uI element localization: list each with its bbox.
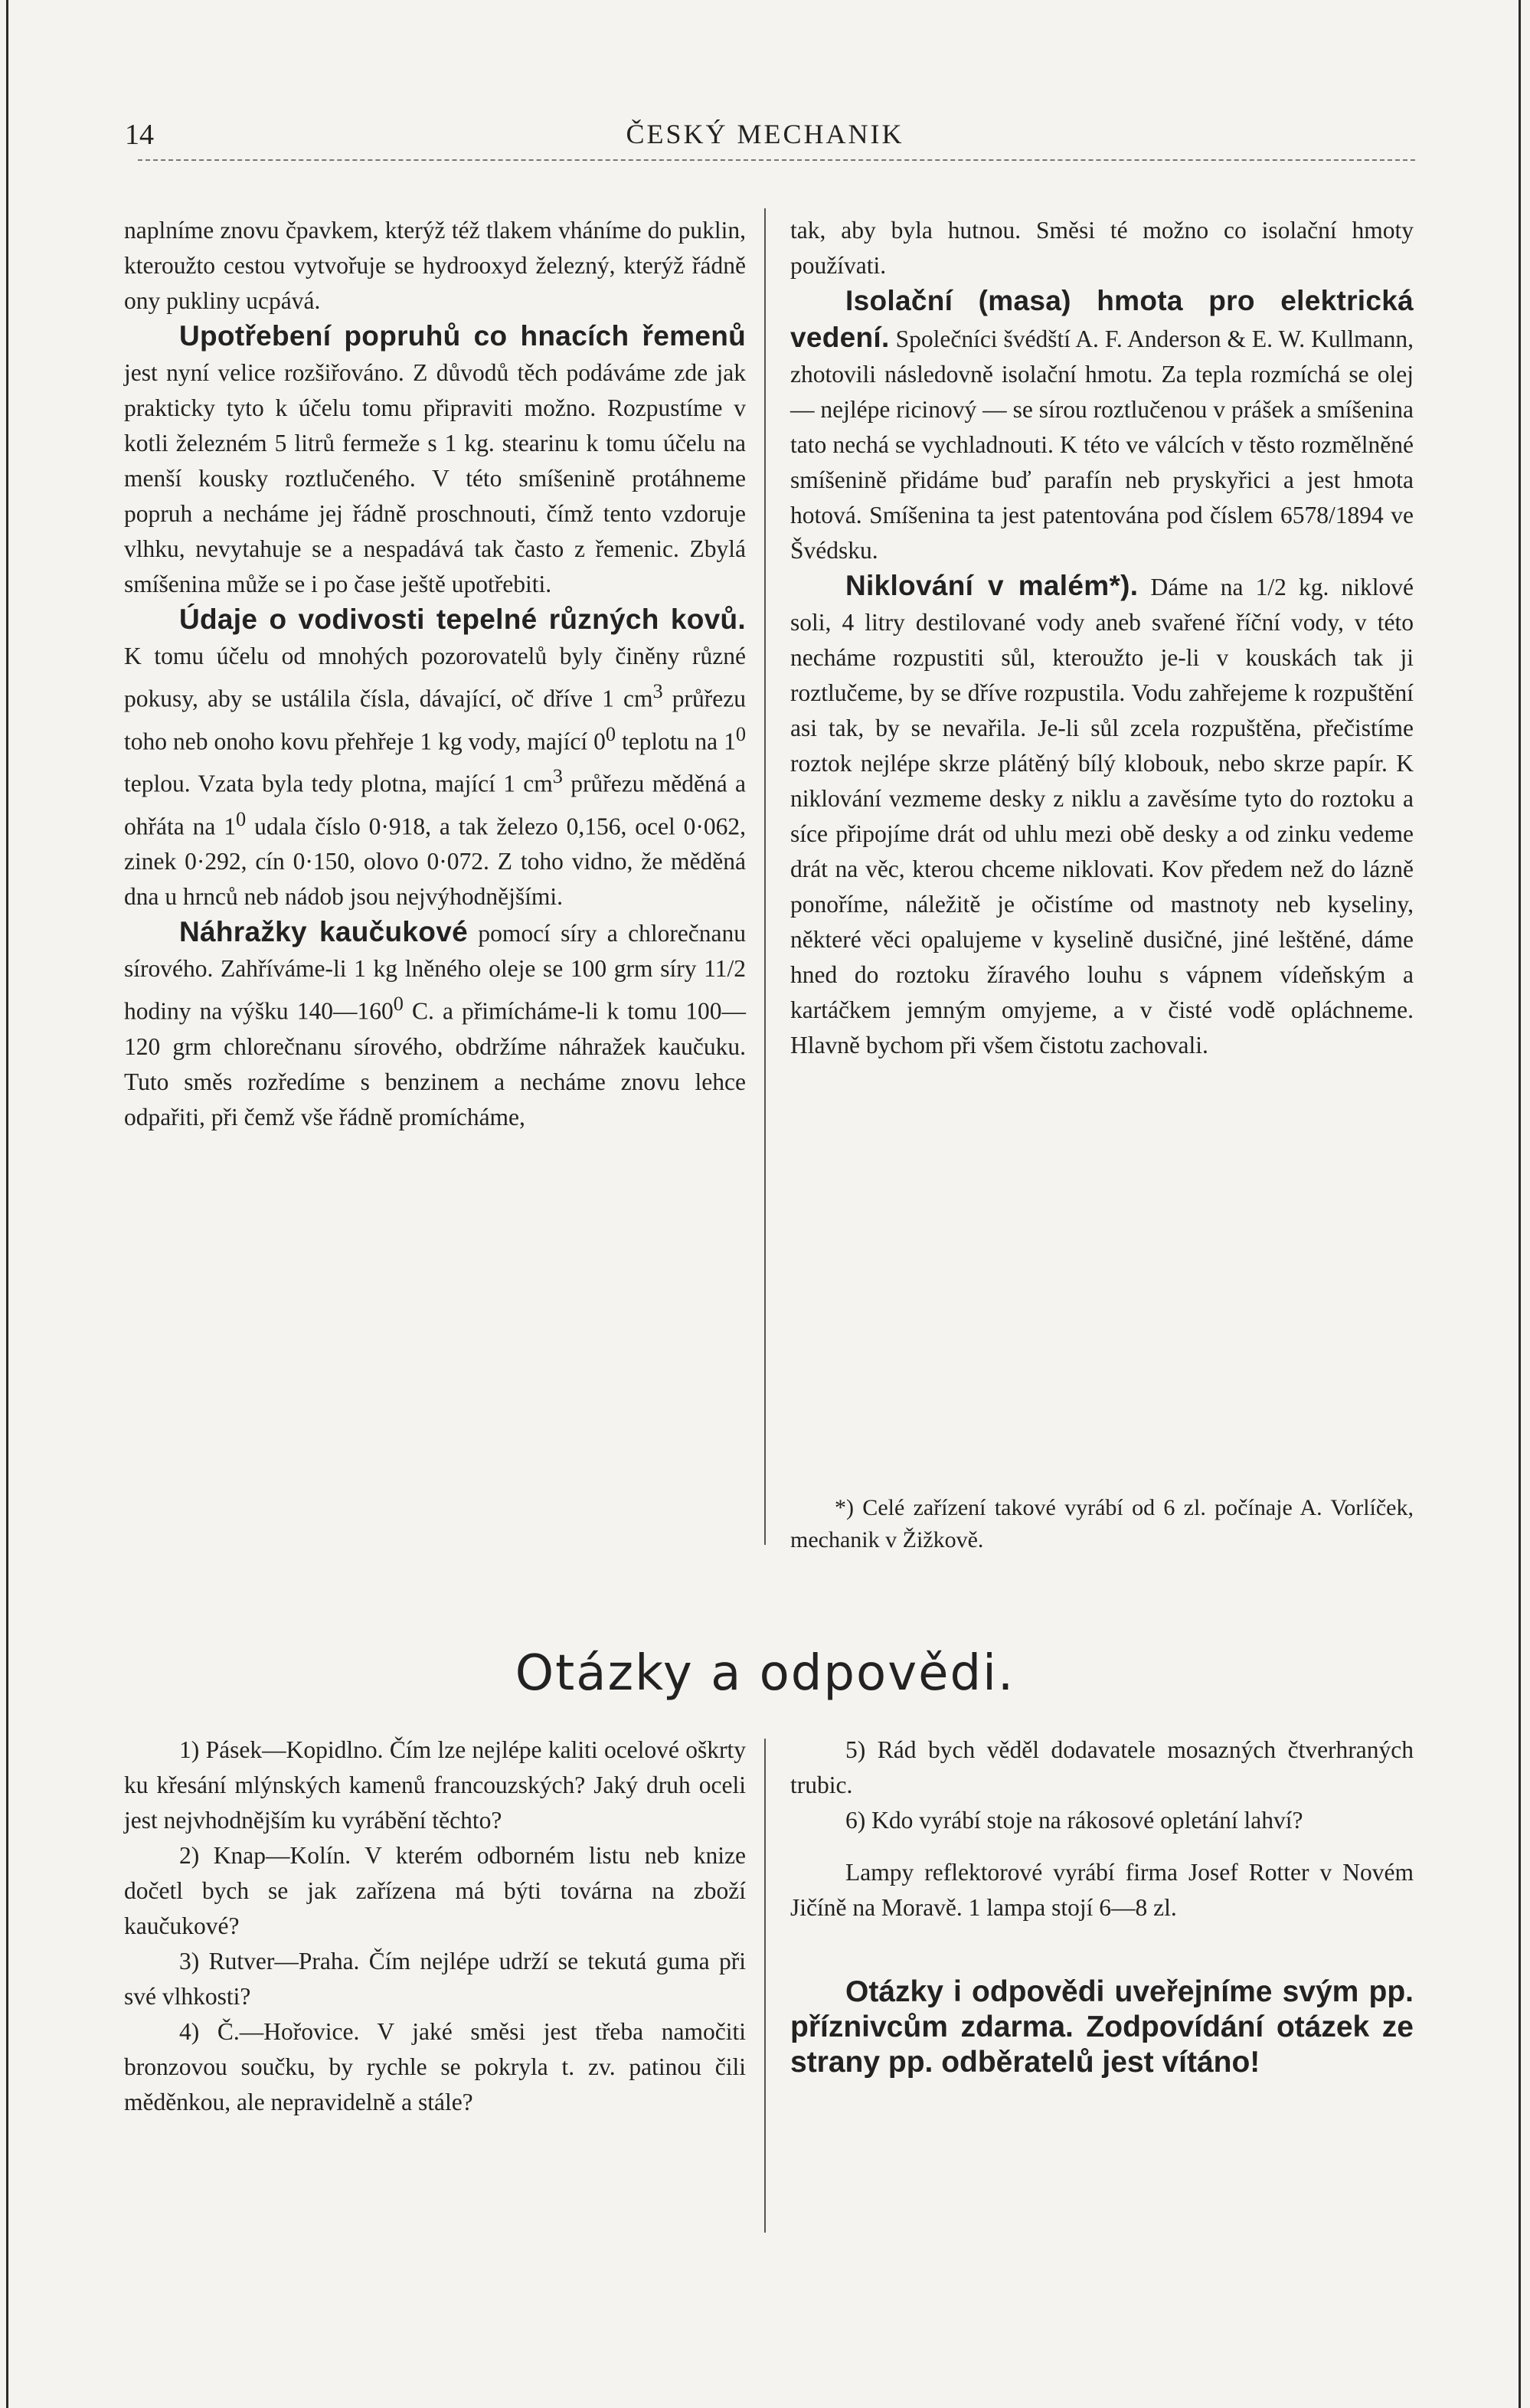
- article-heading: Upotřebení popruhů co hnacích řemenů: [179, 320, 746, 352]
- column-divider: [764, 1739, 766, 2233]
- section-title: Otázky a odpovědi.: [515, 1645, 1015, 1702]
- article-heading: Isolační (masa) hmota pro elektrická vedení.: [790, 285, 1414, 353]
- question-4: 4) Č.—Hořovice. V jaké směsi jest třeba namočiti bronzovou součku, by rychle se pokryla t. zv. patinou čili měděnkou, ale nepravidelně a stále?: [124, 2018, 746, 2115]
- paragraph: naplníme znovu čpavkem, kterýž též tlakem vháníme do puklin, kteroužto cestou vytvořuje se hydrooxyd železný, kterýž řádně ony pukliny ucpává.: [124, 217, 746, 314]
- question-2: 2) Knap—Kolín. V kterém odborném listu neb knize dočetl bych se jak zařízena má býti továrna na zboží kaučukové?: [124, 1842, 746, 1939]
- article-heading: Náhražky kaučukové: [179, 916, 468, 947]
- article-heat-conductivity: Údaje o vodivosti tepelné různých kovů. K tomu účelu od mnohých pozorovatelů byly činěny různé pokusy, aby se ustálila čísla, dávající, oč dříve 1 $cm^3$ průřezu toho neb onoho kovu přehřeje 1 kg vody, mající $0^0$ teplotu na $1^0$ teplou. Vzata byla tedy plotna, mající 1 $cm^3$ průřezu měděná a ohřáta na $1^0$ udala číslo 0·918, a tak železo 0,156, ocel 0·062, zinek 0·292, cín 0·150, olovo 0·072. Z toho vidno, že měděná dna u hrnců neb nádob jsou nejvýhodnějšími.: [124, 604, 746, 910]
- column-divider: [764, 208, 766, 1545]
- question-5: 5) Rád bych věděl dodavatele mosazných čtverhraných trubic.: [790, 1736, 1414, 1798]
- header-rule: [138, 159, 1415, 161]
- footnote: *) Celé zařízení takové vyrábí od 6 zl. počínaje A. Vorlíček, mechanik v Žižkově.: [790, 1495, 1414, 1552]
- question-1: 1) Pásek—Kopidlno. Čím lze nejlépe kaliti ocelové oškrty ku křesání mlýnských kamenů francouzských? Jaký druh oceli jest nejvhodnějším ku vyrábění těchto?: [124, 1736, 746, 1834]
- lower-left-column: [124, 1732, 746, 2120]
- page-header: [0, 115, 1530, 161]
- article-insulation: Isolační (masa) hmota pro elektrická vedení. Společníci švédští A. F. Anderson & E. W. Kullmann, zhotovili následovně isolační hmotu. Za tepla rozmíchá se olej — nejlépe ricinový — se sírou roztlučenou v prášek a smíšenina tato nechá se vychladnouti. K této ve válcích v těsto rozmělněné smíšenině přidáme buď parafín neb pryskyřici a jest hmota hotová. Smíšenina ta jest patentována pod číslem 6578/1894 ve Švédsku.: [790, 285, 1414, 564]
- journal-title: ČESKÝ MECHANIK: [626, 119, 904, 149]
- article-nickel-plating: Niklování v malém*). Dáme na 1/2 kg. niklové soli, 4 litry destilované vody aneb svařené říční vody, v této necháme rozpustiti sůl, kteroužto je-li v kouskách tak ji roztlučeme, by se dříve rozpustila. Vodu zahřejeme k rozpuštění asi tak, by se nevařila. Je-li sůl zcela rozpuštěna, přečistíme roztok nejlépe skrze plátěný bílý klobouk, nebo skrze papír. K niklování vezmeme desky z niklu a zavěsíme tyto do roztoku a síce připojíme drát od uhlu mezi obě desky a od zinku vedeme drát na věc, kterou chceme niklovati. Kov předem než do lázně ponoříme, náležitě je očistíme od mastnoty neb kyseliny, některé věci opalujeme v kyselině dusičné, jiné leštěné, dáme hned do roztoku žíravého louhu s vápnem vídeňským a kartáčkem jemným omyjeme, a v čisté vodě opláchneme. Hlavně bychom při všem čistotu zachovali.: [790, 570, 1414, 1058]
- answer: Lampy reflektorové vyrábí firma Josef Rotter v Novém Jičíně na Moravě. 1 lampa stojí 6—8 zl.: [790, 1859, 1414, 1921]
- lower-right-column: [790, 1732, 1414, 2080]
- page-number: 14: [125, 119, 154, 151]
- question-6: 6) Kdo vyrábí stoje na rákosové opletání lahví?: [845, 1807, 1303, 1834]
- article-heading: Niklování v malém*).: [845, 570, 1139, 601]
- article-belts: Upotřebení popruhů co hnacích řemenů jest nyní velice rozšiřováno. Z důvodů těch podáváme zde jak prakticky tyto k účelu tomu připraviti možno. Rozpustíme v kotli železném 5 litrů fermeže s 1 kg. stearinu k tomu účelu na menší kousky roztlučeného. V této smíšenině protáhneme popruh a necháme jej řádně proschnouti, čímž tento vzdoruje vlhku, nevytahuje se a nespadává tak často z řemenic. Zbylá smíšenina může se i po čase ještě upotřebiti.: [124, 320, 746, 597]
- article-heading: Údaje o vodivosti tepelné různých kovů.: [179, 604, 746, 635]
- question-3: 3) Rutver—Praha. Čím nejlépe udrží se tekutá guma při své vlhkosti?: [124, 1948, 746, 2010]
- upper-right-column: [790, 213, 1414, 1063]
- article-rubber-substitute: Náhražky kaučukové pomocí síry a chlorečnanu sírového. Zahříváme-li 1 kg lněného oleje se 100 grm síry 11/2 hodiny na výšku $140—160^0$ C. a přimícháme-li k tomu 100—120 grm chlorečnanu sírového, obdržíme náhražek kaučuku. Tuto směs rozředíme s benzinem a necháme znovu lehce odpařiti, při čemž vše řádně promícháme,: [124, 916, 747, 1130]
- editorial-notice: Otázky i odpovědi uveřejníme svým pp. příznivcům zdarma. Zodpovídání otázek ze strany pp. odběratelů jest vítáno!: [790, 1975, 1414, 2079]
- upper-left-column: [124, 213, 746, 1135]
- paragraph: tak, aby byla hutnou. Směsi té možno co isolační hmoty používati.: [790, 217, 1414, 279]
